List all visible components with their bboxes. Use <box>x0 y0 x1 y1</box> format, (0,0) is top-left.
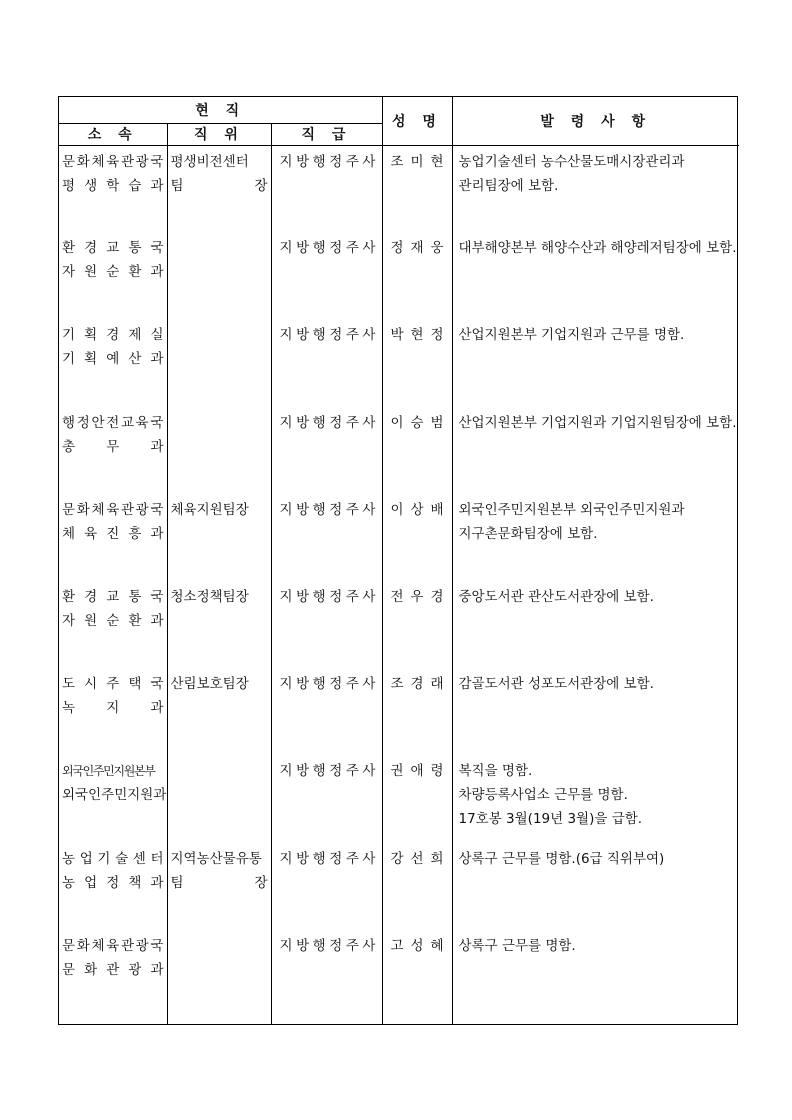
affiliation-text <box>62 260 164 284</box>
header-grade: 직 급 <box>271 123 382 145</box>
affiliation-text-glyphs: 농 업 정 책 과 <box>62 874 164 891</box>
affiliation-text-glyphs: 녹 지 과 <box>62 700 164 717</box>
grade-text-glyphs: 지 방 행 정 주 사 <box>279 240 376 257</box>
grade-cell <box>271 407 382 494</box>
person-name-glyphs: 조 미 현 <box>390 153 444 170</box>
affiliation-text-glyphs: 환 경 교 통 국 <box>62 588 164 605</box>
affiliation-text-glyphs: 농 업 기 술 센 터 <box>62 850 164 867</box>
person-name <box>391 323 444 347</box>
grade-text <box>280 585 376 609</box>
affiliation-text <box>62 958 164 982</box>
grade-text-glyphs: 지 방 행 정 주 사 <box>279 327 376 344</box>
grade-cell <box>271 930 382 1024</box>
name-cell <box>382 319 452 406</box>
person-name-glyphs: 조 경 래 <box>390 676 444 693</box>
position-cell <box>167 930 271 1024</box>
grade-text <box>280 934 376 958</box>
position-cell <box>167 581 271 668</box>
person-name-glyphs: 강 선 희 <box>390 850 444 867</box>
name-cell <box>382 755 452 842</box>
affiliation-text <box>62 150 164 174</box>
grade-text-glyphs: 지 방 행 정 주 사 <box>279 501 376 518</box>
action-text: 감골도서관 성포도서관장에 보함. <box>458 676 654 693</box>
affiliation-cell <box>59 319 167 406</box>
grade-text <box>280 672 376 696</box>
person-name <box>391 411 444 435</box>
table-row <box>59 755 739 842</box>
grade-cell <box>271 755 382 842</box>
affiliation-text <box>62 871 164 895</box>
header-position: 직 위 <box>167 123 271 145</box>
header-action: 발 령 사 항 <box>452 97 739 145</box>
position-text: 청소정책팀장 <box>170 588 249 605</box>
affiliation-cell <box>59 407 167 494</box>
action-cell <box>452 494 739 581</box>
affiliation-text-glyphs: 총 무 과 <box>62 438 164 455</box>
table-row <box>59 232 739 319</box>
name-cell <box>382 930 452 1024</box>
affiliation-text <box>62 236 164 260</box>
position-text: 체육지원팀장 <box>170 501 249 518</box>
action-text: 산업지원본부 기업지원과 근무를 명함. <box>458 327 685 344</box>
person-name <box>391 759 444 783</box>
person-name <box>391 585 444 609</box>
affiliation-text-glyphs: 문 화 체 육 관 광 국 <box>62 501 164 518</box>
person-name <box>391 150 444 174</box>
position-text <box>171 871 268 895</box>
person-name-glyphs: 정 재 웅 <box>390 240 444 257</box>
grade-cell <box>271 668 382 755</box>
affiliation-text-glyphs: 자 원 순 환 과 <box>62 264 164 281</box>
table-row <box>59 494 739 581</box>
action-text: 중앙도서관 관산도서관장에 보함. <box>458 588 654 605</box>
person-name <box>391 934 444 958</box>
affiliation-text <box>62 347 164 371</box>
person-name <box>391 847 444 871</box>
grade-cell <box>271 145 382 232</box>
action-cell <box>452 843 739 930</box>
table-row <box>59 668 739 755</box>
person-name-glyphs: 권 애 령 <box>390 763 444 780</box>
action-text: 관리팀장에 보함. <box>458 177 559 194</box>
action-text: 지구촌문화팀장에 보함. <box>458 525 598 542</box>
action-cell <box>452 581 739 668</box>
action-cell <box>452 407 739 494</box>
position-text: 산림보호팀장 <box>170 676 249 693</box>
grade-text-glyphs: 지 방 행 정 주 사 <box>279 414 376 431</box>
affiliation-text <box>62 323 164 347</box>
affiliation-text-glyphs: 자 원 순 환 과 <box>62 612 164 629</box>
affiliation-cell <box>59 232 167 319</box>
person-name-glyphs: 전 우 경 <box>390 588 444 605</box>
action-text: 농업기술센터 농수산물도매시장관리과 <box>458 153 685 170</box>
position-cell <box>167 232 271 319</box>
affiliation-text <box>62 847 164 871</box>
affiliation-text <box>62 174 164 198</box>
name-cell <box>382 494 452 581</box>
table-row <box>59 930 739 1024</box>
grade-text <box>280 498 376 522</box>
affiliation-text <box>62 435 164 459</box>
affiliation-text <box>62 609 164 633</box>
action-text: 외국인주민지원본부 외국인주민지원과 <box>458 501 685 518</box>
person-name-glyphs: 고 성 혜 <box>390 937 444 954</box>
affiliation-text-glyphs: 기 획 경 제 실 <box>62 327 164 344</box>
person-name <box>391 672 444 696</box>
affiliation-text <box>62 672 164 696</box>
grade-cell <box>271 232 382 319</box>
name-cell <box>382 232 452 319</box>
grade-text <box>280 759 376 783</box>
position-cell <box>167 668 271 755</box>
action-text: 차량등록사업소 근무를 명함. <box>458 787 628 804</box>
affiliation-text <box>62 585 164 609</box>
grade-text <box>280 411 376 435</box>
position-cell <box>167 755 271 842</box>
affiliation-text-glyphs: 문 화 체 육 관 광 국 <box>62 937 164 954</box>
action-text: 복직을 명함. <box>458 763 533 780</box>
header-current: 현 직 <box>59 97 382 123</box>
action-text: 17호봉 3월(19년 3월)을 급함. <box>458 811 643 828</box>
grade-text-glyphs: 지 방 행 정 주 사 <box>279 937 376 954</box>
position-cell <box>167 843 271 930</box>
affiliation-cell <box>59 755 167 842</box>
grade-text-glyphs: 지 방 행 정 주 사 <box>279 763 376 780</box>
table-row <box>59 407 739 494</box>
affiliation-cell <box>59 494 167 581</box>
grade-text-glyphs: 지 방 행 정 주 사 <box>279 153 376 170</box>
action-cell <box>452 232 739 319</box>
action-cell <box>452 319 739 406</box>
grade-cell <box>271 581 382 668</box>
affiliation-text-glyphs: 행 정 안 전 교 육 국 <box>62 414 164 431</box>
name-cell <box>382 668 452 755</box>
position-cell <box>167 494 271 581</box>
grade-text <box>280 847 376 871</box>
action-cell <box>452 145 739 232</box>
grade-text-glyphs: 지 방 행 정 주 사 <box>279 850 376 867</box>
table-row <box>59 843 739 930</box>
affiliation-text-glyphs: 평 생 학 습 과 <box>62 177 164 194</box>
position-text: 평생비전센터 <box>170 153 249 170</box>
position-cell <box>167 407 271 494</box>
affiliation-text: 외국인주민지원본부 <box>62 764 155 779</box>
position-text-glyphs: 팀 장 <box>170 177 268 194</box>
grade-text <box>280 236 376 260</box>
action-text: 대부해양본부 해양수산과 해양레저팀장에 보함. <box>458 240 737 257</box>
affiliation-text-glyphs: 기 획 예 산 과 <box>62 351 164 368</box>
grade-text-glyphs: 지 방 행 정 주 사 <box>279 588 376 605</box>
appointment-table-frame <box>58 96 738 1025</box>
action-text: 산업지원본부 기업지원과 기업지원팀장에 보함. <box>458 414 737 431</box>
person-name <box>391 236 444 260</box>
affiliation-cell <box>59 581 167 668</box>
action-cell <box>452 930 739 1024</box>
affiliation-text <box>62 696 164 720</box>
affiliation-text-glyphs: 문 화 체 육 관 광 국 <box>62 153 164 170</box>
affiliation-cell <box>59 145 167 232</box>
name-cell <box>382 843 452 930</box>
affiliation-text-glyphs: 체 육 진 흥 과 <box>62 525 164 542</box>
person-name-glyphs: 박 현 정 <box>390 327 444 344</box>
header-name: 성 명 <box>382 97 452 145</box>
name-cell <box>382 581 452 668</box>
affiliation-text-glyphs: 환 경 교 통 국 <box>62 240 164 257</box>
affiliation-text <box>62 783 167 807</box>
affiliation-text <box>62 522 164 546</box>
name-cell <box>382 407 452 494</box>
affiliation-text <box>62 411 164 435</box>
table-row <box>59 319 739 406</box>
affiliation-text <box>62 934 164 958</box>
action-text: 상록구 근무를 명함.(6급 직위부여) <box>458 850 665 867</box>
grade-text <box>280 323 376 347</box>
position-text: 지역농산물유통 <box>170 850 262 867</box>
table-row <box>59 145 739 232</box>
affiliation-cell <box>59 668 167 755</box>
name-cell <box>382 145 452 232</box>
position-cell <box>167 319 271 406</box>
person-name <box>391 498 444 522</box>
grade-text <box>280 150 376 174</box>
grade-cell <box>271 319 382 406</box>
affiliation-cell <box>59 930 167 1024</box>
action-cell <box>452 755 739 842</box>
grade-text-glyphs: 지 방 행 정 주 사 <box>279 676 376 693</box>
grade-cell <box>271 843 382 930</box>
appointment-table <box>59 97 739 1024</box>
action-cell <box>452 668 739 755</box>
action-text: 상록구 근무를 명함. <box>458 937 576 954</box>
affiliation-text-glyphs: 외 국 인 주 민 지 원 과 <box>62 787 167 804</box>
position-cell <box>167 145 271 232</box>
position-text-glyphs: 팀 장 <box>170 874 268 891</box>
affiliation-cell <box>59 843 167 930</box>
position-text <box>171 174 268 198</box>
affiliation-text-glyphs: 문 화 관 광 과 <box>62 961 164 978</box>
header-affiliation: 소 속 <box>59 123 167 145</box>
grade-cell <box>271 494 382 581</box>
person-name-glyphs: 이 승 범 <box>390 414 444 431</box>
affiliation-text-glyphs: 도 시 주 택 국 <box>62 676 164 693</box>
person-name-glyphs: 이 상 배 <box>390 501 444 518</box>
affiliation-text <box>62 498 164 522</box>
table-row <box>59 581 739 668</box>
